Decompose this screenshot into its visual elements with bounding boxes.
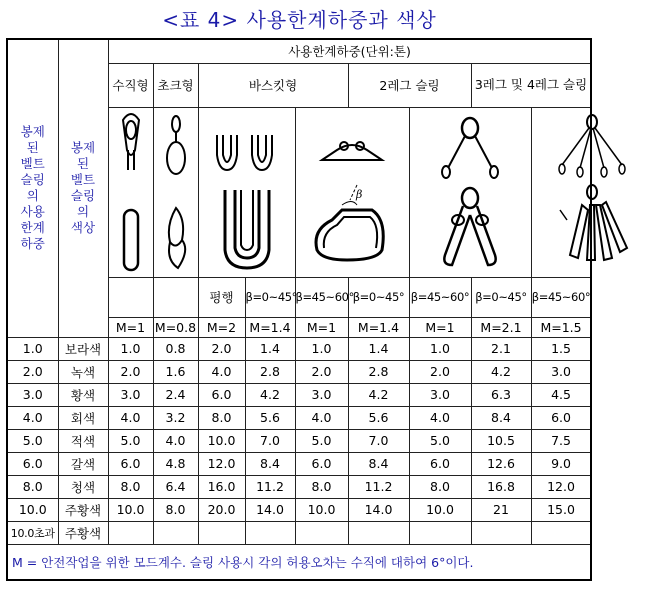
m-value: M=2.1 <box>471 317 531 337</box>
row-limit-value: 9.0 <box>531 452 591 475</box>
row-limit-value: 16.8 <box>471 475 531 498</box>
row-limit-value <box>245 521 295 544</box>
row-limit-value: 4.2 <box>471 360 531 383</box>
row-limit-value: 7.0 <box>348 429 409 452</box>
row-limit-value: 6.0 <box>531 406 591 429</box>
page-title: <표 4> 사용한계하중과 색상 <box>162 8 437 32</box>
row-limit-value: 11.2 <box>348 475 409 498</box>
row-limit-value: 6.0 <box>108 452 153 475</box>
row-limit-value: 2.1 <box>471 337 531 360</box>
row-color-name: 황색 <box>58 383 108 406</box>
row-limit-value: 6.0 <box>409 452 471 475</box>
row-color-name: 적색 <box>58 429 108 452</box>
multi-leg-illustration <box>531 107 591 277</box>
row-limit-value: 5.6 <box>348 406 409 429</box>
row-limit-value <box>471 521 531 544</box>
type-2leg: 2레그 슬링 <box>348 63 471 107</box>
angle-2leg-45-60: β=45~60° <box>409 277 471 317</box>
row-limit-value: 2.0 <box>198 337 245 360</box>
row-limit-value: 2.8 <box>245 360 295 383</box>
angle-multi-0-45: β=0~45° <box>471 277 531 317</box>
row-load-value: 5.0 <box>7 429 58 452</box>
row-limit-value: 10.0 <box>409 498 471 521</box>
row-limit-value: 5.0 <box>409 429 471 452</box>
row-limit-value: 20.0 <box>198 498 245 521</box>
table-row <box>7 475 591 498</box>
row-limit-value: 3.0 <box>295 383 348 406</box>
row-limit-value: 8.4 <box>348 452 409 475</box>
table-row <box>7 498 591 521</box>
m-value: M=1 <box>108 317 153 337</box>
row-limit-value: 6.0 <box>198 383 245 406</box>
angle-basket-0-45: β=0~45° <box>245 277 295 317</box>
angle-multi-45-60: β=45~60° <box>531 277 591 317</box>
row-limit-value: 10.0 <box>198 429 245 452</box>
row-limit-value: 8.0 <box>108 475 153 498</box>
row-limit-value: 5.0 <box>108 429 153 452</box>
row-color-name: 주황색 <box>58 498 108 521</box>
table-row <box>7 406 591 429</box>
vertical-sling-illustration <box>108 107 153 277</box>
row-limit-value: 2.4 <box>153 383 198 406</box>
table-row <box>7 521 591 544</box>
row-limit-value: 21 <box>471 498 531 521</box>
table-row <box>7 337 591 360</box>
row-limit-value: 10.0 <box>108 498 153 521</box>
table-row <box>7 452 591 475</box>
row-limit-value: 1.6 <box>153 360 198 383</box>
m-value: M=1.4 <box>245 317 295 337</box>
row-limit-value: 2.8 <box>348 360 409 383</box>
choke-sling-illustration <box>153 107 198 277</box>
row-limit-value: 3.0 <box>108 383 153 406</box>
row-limit-value <box>295 521 348 544</box>
row-limit-value: 7.5 <box>531 429 591 452</box>
row-limit-value: 12.6 <box>471 452 531 475</box>
row-limit-value: 4.0 <box>198 360 245 383</box>
row-limit-value: 1.4 <box>245 337 295 360</box>
m-value: M=1 <box>295 317 348 337</box>
row-limit-value: 10.5 <box>471 429 531 452</box>
row-limit-value: 3.0 <box>531 360 591 383</box>
m-value: M=1 <box>409 317 471 337</box>
table-row <box>7 383 591 406</box>
row-limit-value: 4.2 <box>348 383 409 406</box>
row-limit-value: 12.0 <box>198 452 245 475</box>
header-sling-color: 봉제 된 벨트 슬링 의 색상 <box>58 39 108 337</box>
footnote: M = 안전작업을 위한 모드계수. 슬링 사용시 각의 허용오차는 수직에 대하여 6°이다. <box>7 544 591 580</box>
row-limit-value <box>153 521 198 544</box>
row-limit-value: 3.0 <box>409 383 471 406</box>
row-limit-value <box>348 521 409 544</box>
row-color-name: 갈색 <box>58 452 108 475</box>
row-limit-value <box>108 521 153 544</box>
angle-2leg-0-45: β=0~45° <box>348 277 409 317</box>
row-limit-value: 1.4 <box>348 337 409 360</box>
row-limit-value <box>198 521 245 544</box>
basket-angle-illustration <box>295 107 409 277</box>
row-limit-value: 0.8 <box>153 337 198 360</box>
row-limit-value: 4.2 <box>245 383 295 406</box>
angle-basket-45-60: β=45~60° <box>295 277 348 317</box>
table-row <box>7 360 591 383</box>
type-vertical: 수직형 <box>108 63 153 107</box>
row-load-value: 3.0 <box>7 383 58 406</box>
type-3-4leg: 3레그 및 4레그 슬링 <box>471 63 591 107</box>
svg-text:β: β <box>356 187 363 201</box>
row-limit-value: 16.0 <box>198 475 245 498</box>
basket-vertical-illustration <box>198 107 295 277</box>
row-color-name: 청색 <box>58 475 108 498</box>
row-limit-value: 8.0 <box>409 475 471 498</box>
angle-basket-parallel: 평행 <box>198 277 245 317</box>
row-limit-value: 7.0 <box>245 429 295 452</box>
row-limit-value: 2.0 <box>108 360 153 383</box>
row-limit-value: 8.0 <box>295 475 348 498</box>
row-limit-value: 14.0 <box>348 498 409 521</box>
row-limit-value: 6.3 <box>471 383 531 406</box>
row-limit-value <box>409 521 471 544</box>
row-limit-value: 14.0 <box>245 498 295 521</box>
m-value: M=2 <box>198 317 245 337</box>
row-load-value: 10.0 <box>7 498 58 521</box>
load-color-table <box>6 38 592 581</box>
row-load-value: 8.0 <box>7 475 58 498</box>
row-limit-value: 11.2 <box>245 475 295 498</box>
row-limit-value: 4.0 <box>108 406 153 429</box>
row-limit-value: 1.0 <box>108 337 153 360</box>
row-load-value: 2.0 <box>7 360 58 383</box>
row-limit-value: 4.0 <box>409 406 471 429</box>
row-limit-value: 8.0 <box>153 498 198 521</box>
row-limit-value: 4.5 <box>531 383 591 406</box>
row-limit-value <box>531 521 591 544</box>
row-limit-value: 3.2 <box>153 406 198 429</box>
type-basket: 바스킷형 <box>198 63 348 107</box>
header-load-group: 사용한계하중(단위:톤) <box>108 39 591 63</box>
row-limit-value: 12.0 <box>531 475 591 498</box>
row-limit-value: 4.8 <box>153 452 198 475</box>
m-value: M=1.5 <box>531 317 591 337</box>
row-limit-value: 4.0 <box>295 406 348 429</box>
row-limit-value: 5.0 <box>295 429 348 452</box>
type-choke: 초크형 <box>153 63 198 107</box>
m-value: M=0.8 <box>153 317 198 337</box>
row-limit-value: 4.0 <box>153 429 198 452</box>
row-load-value: 1.0 <box>7 337 58 360</box>
row-limit-value: 6.4 <box>153 475 198 498</box>
table-row <box>7 429 591 452</box>
row-limit-value: 8.4 <box>245 452 295 475</box>
two-leg-illustration <box>409 107 531 277</box>
row-limit-value: 1.0 <box>295 337 348 360</box>
row-limit-value: 1.5 <box>531 337 591 360</box>
row-limit-value: 8.4 <box>471 406 531 429</box>
row-limit-value: 2.0 <box>409 360 471 383</box>
row-color-name: 주황색 <box>58 521 108 544</box>
row-limit-value: 1.0 <box>409 337 471 360</box>
row-load-value: 4.0 <box>7 406 58 429</box>
m-value: M=1.4 <box>348 317 409 337</box>
row-limit-value: 5.6 <box>245 406 295 429</box>
row-limit-value: 6.0 <box>295 452 348 475</box>
header-working-load-limit: 봉제 된 벨트 슬링 의 사용 한계 하중 <box>7 39 58 337</box>
row-load-value: 6.0 <box>7 452 58 475</box>
row-limit-value: 15.0 <box>531 498 591 521</box>
row-color-name: 보라색 <box>58 337 108 360</box>
row-color-name: 회색 <box>58 406 108 429</box>
row-limit-value: 10.0 <box>295 498 348 521</box>
row-load-value: 10.0초과 <box>7 521 58 544</box>
row-limit-value: 2.0 <box>295 360 348 383</box>
row-limit-value: 8.0 <box>198 406 245 429</box>
row-color-name: 녹색 <box>58 360 108 383</box>
